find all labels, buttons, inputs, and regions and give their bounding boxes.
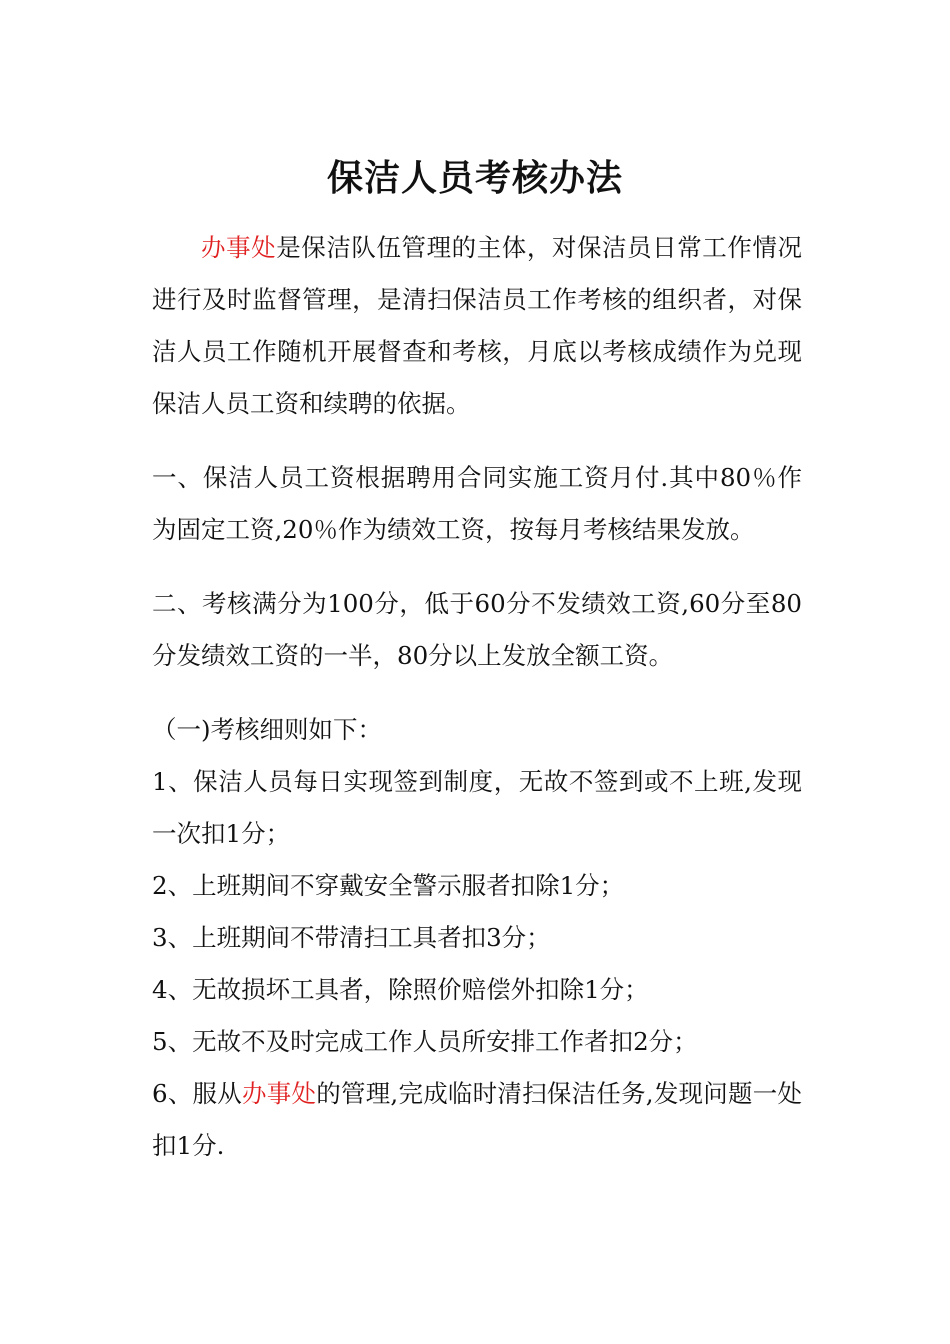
rule-6-prefix: 6、服从: [152, 1079, 243, 1108]
intro-text: 是保洁队伍管理的主体，对保洁员日常工作情况进行及时监督管理，是清扫保洁员工作考核的组织者，对保洁人员工作随机开展督查和考核，月底以考核成绩作为兑现保洁人员工资和续聘的依据。: [152, 233, 803, 418]
subsection-title: （一)考核细则如下：: [152, 715, 383, 744]
document-body: [152, 222, 802, 1172]
office-highlight: 办事处: [242, 1079, 317, 1108]
rule-item: 5、无故不及时完成工作人员所安排工作者扣2分；: [152, 1027, 698, 1056]
intro-paragraph: [152, 222, 802, 430]
rule-item-6: [152, 1068, 802, 1172]
section-2-paragraph: 二、考核满分为100分，低于60分不发绩效工资,60分至80分发绩效工资的一半，80分以上发放全额工资。: [152, 589, 802, 670]
section-1-paragraph: 一、保洁人员工资根据聘用合同实施工资月付.其中80％作为固定工资,20％作为绩效工资，按每月考核结果发放。: [152, 463, 802, 544]
rule-item: 2、上班期间不穿戴安全警示服者扣除1分；: [152, 871, 625, 900]
rule-item: 3、上班期间不带清扫工具者扣3分；: [152, 923, 551, 952]
rule-item: 1、保洁人员每日实现签到制度，无故不签到或不上班,发现一次扣1分；: [152, 767, 802, 848]
rule-6-suffix: 的管理,完成临时清扫保洁任务,发现问题一处扣1分.: [152, 1079, 802, 1160]
rule-item: 4、无故损坏工具者，除照价赔偿外扣除1分；: [152, 975, 649, 1004]
document-title: 保洁人员考核办法: [326, 157, 623, 199]
office-highlight: 办事处: [201, 233, 277, 262]
